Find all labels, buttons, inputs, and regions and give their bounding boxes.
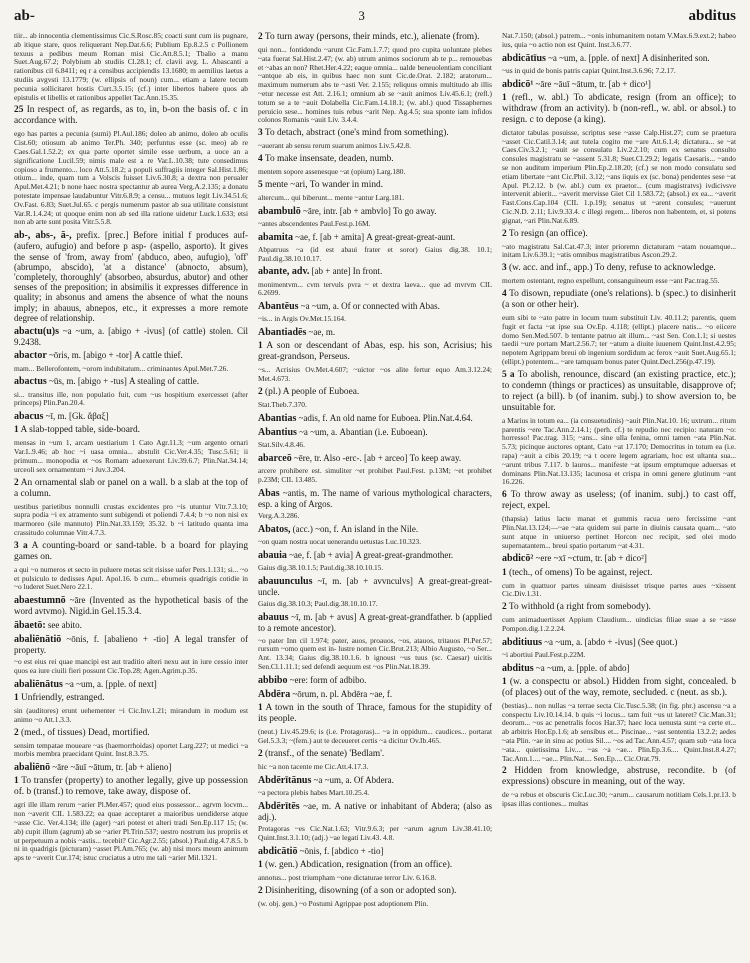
dictionary-entry [258, 232, 492, 243]
sense-number: 2 [258, 32, 263, 42]
sense-definition: To make insensate, deaden, numb. [264, 153, 394, 164]
sense-number: 5 a [502, 369, 515, 380]
grammar-note: ~a ~um, a. [abdo + -ivus] [544, 636, 636, 647]
headword: abauunculus [258, 575, 313, 587]
sense [14, 776, 248, 798]
citation: ~auerant ab sensu rerum suarum animos Liv.5.42.8. [258, 141, 411, 151]
dictionary-entry [258, 301, 492, 312]
sense-definition: A son or descendant of Abas, esp. his son, Acrisius; his great-grandson, Perseus. [258, 341, 492, 363]
sense-definition: To resign (an office). [508, 228, 588, 239]
dictionary-entry [14, 411, 248, 422]
citation: mensas in ~um 1, arcam uestiarium 1 Cato Agr.11.3; ~um argento ornari Var.L.9.46; ab hoc ~i uasa omnia... abstulit Cic.Ver.4.35; Tusc.5.61; ii primum... monopodia et ~os Romam aduexerunt Liv.39.6.7; Plin.Nat.34.14; urceoli sex ornamentum ~i Juv.3.204. [14, 438, 248, 474]
grammar-note: (acc.) ~on, f. [292, 523, 339, 534]
citation: ~o pater Inn cil 1.974; pater, auos, proauos, ~os, atauos, tritauos Pl.Per.57; rursum ~omo quem est in- lustre nomen Cic.Brut.213; Albio Augusto, ~o Ser... Ant. 13.34; Gaius dig.38.10.1.6. b ignoust ~us tuus (sc. Caesar) uicitis Sen.Cl.1.11.1; sed defendi aequum est ~os Plin.Nat.18.39. [258, 635, 492, 671]
headword: abditus [502, 662, 534, 674]
citation: Nat.7.150; (absol.) patrem... ~onis inhumanitem notam V.Max.6.9.ext.2; habeo ius, quia ~o actio non est Quint. Inst.3.6.77. [502, 32, 736, 49]
sense [502, 229, 736, 240]
definition: An old name for Euboea. Plin.Nat.4.64. [329, 412, 473, 423]
definition: (of cattle) stolen. Cil 9.2438. [14, 325, 248, 348]
dictionary-entry [14, 230, 248, 323]
grammar-note: ~ōrum, n. pl. Abdēra ~ae, f. [292, 688, 393, 699]
citation: si... transitus ille, non populatio fuit, cum ~us hospitium exercesset (after princeps) Plin.Pan.20.4. [14, 389, 248, 408]
sense-definition: (refl., w. abl.) To abdicate, resign (from an office); to withdraw (from an activity). b (non-refl., w. abl. or absol.) to resign. c to depose (a king). [502, 92, 736, 125]
grammar-note: ~ēre, tr. Also -erc-. [ab + arceo] [293, 452, 408, 463]
headword: abactu(u)s [14, 325, 60, 337]
sense-number: 2 [258, 386, 263, 397]
dictionary-entry [14, 595, 248, 616]
grammar-note: ~a ~um, a. [300, 301, 339, 312]
running-header [14, 8, 736, 30]
sense-definition: Hidden from knowledge, abstruse, recondite. b (of expressions) obscure in meaning, out of the way. [502, 766, 736, 788]
sense [14, 693, 248, 704]
citation: (bestias)... non nullas ~a terrae secta Cic.Tusc.5.38; (in fig. phr.) ascensu ~a a conspectu Liv.10.14.14. b quis ~i locus... tam fuit ~us ut lateret? Cic.Man.31; deorum... ~os ac penetralis focos Har.37; haec loca uenusta sunt ~a certe et... ab arbitris Hor.Ep.1.6; ab sensibus et... Piscinae... ~ast sententia 13.2.2; aedes ~ata Plin. ~ae in sinu ac potius Sil.... ~os ad Tac.Ann.4.57; quam sub ~ata loca ~ata... quietissima Liv.... ~as ~a ~ae... Plin.Ep.3.6.... Quint.Inst.8.4.27; Tac.Ann.1.... ~ae... Plin.Nat.... Sen.Ep.... Cic.Orat.79. [502, 700, 736, 763]
grammar-note: ~ōris, m. [abigo + -tor] [48, 350, 132, 361]
sense-definition: (w. gen.) Abdication, resignation (from an office). [265, 859, 453, 870]
sense-definition: A slab-topped table, side-board. [20, 425, 141, 436]
sense-number: 1 [14, 776, 19, 787]
sense-definition: A counting-board or sand-table. b a board for playing games on. [14, 540, 248, 562]
grammar-note: ~ī, m. [ab + avvnculvs] [317, 575, 413, 586]
citation: uestibus parietibus nonnulli crustas excidentes pro ~is utuntur Vitr.7.3.10; supra podia ~i ex atramento sunt subigendi et poliendi 7.4.4; b ~o non nisi ex marmoreo (sile mannuto) Plin.Nat.33.159; 35.32. b ~i latitudo quanta ima crassitudo columnae Vitr.4.7.3. [14, 501, 248, 537]
citation: sin (auditores) erunt uehementer ~i Cic.Inv.1.21; mirandum in modum est animo ~o Att.1.3.3. [14, 705, 248, 724]
grammar-note: ~ae, f. [ab + avia] [289, 549, 353, 560]
sense-number: 2 [502, 602, 507, 613]
dictionary-entry [258, 488, 492, 509]
definition: (See quot.) [637, 636, 678, 647]
page-number: 3 [358, 8, 365, 23]
citation: Stat.Silv.4.8.46. [258, 440, 305, 450]
headword: abarceō [258, 452, 292, 464]
citation: agri ille illam rerum ~arier Pl.Mer.457; quod eius possessor... agrvm locvm... non ~averit CIL 1.583.22; ea quae acceptaret a maioribus uendiderse atque ~asse Cic. Ver.4.134; ille (ager) ~ari potest et alteri tradi Sen.Ep.117 15; (w. ab) cupit illum (agrum) ab se ~arier Pl.Trin.537; uestro nostrum ius propriis et ut perpetuum a nobis ~astis... tecebit? Cic.Agr.2.55; (absol.) Paul.dig.4.7.8.5. b ni in quadrigis (picturam) ~asset Pl.Am.765; (w. ab) nisi mors meum animum aps te ~averit Cur.174; istuc cruciatus a utro me tali ~arier Mil.1321. [14, 800, 248, 863]
sense [258, 180, 492, 191]
definition: A great-great-grandfather. b (applied to a remote ancestor). [258, 612, 492, 634]
citation: ~on quam nostra uocat uenerandu uetustas Luc.10.323. [258, 537, 422, 547]
column-2 [258, 32, 492, 962]
sense-definition: To disown, repudiate (one's relations). b (spec.) to disinherit (a son or other heir). [502, 288, 736, 310]
citation: sensim tempatae moueare ~as (haemorrhoidas) oportet Larg.227; ut medici ~a morbis membra praecidant Quint. Inst.8.3.75. [14, 740, 248, 759]
headword: abdicātīus [502, 52, 546, 64]
headword: Abdērītānus [258, 774, 312, 786]
sense-number: 4 [502, 288, 507, 299]
citation: altercum... qui biberunt... mente ~antur Larg.181. [258, 192, 405, 202]
headword: Abantēus [258, 301, 299, 313]
sense-number: 3 a [14, 540, 28, 551]
definition: Abantian (i.e. Euboean). [339, 426, 428, 437]
grammar-note: ~adis, f. [298, 412, 328, 423]
sense-definition: To turn away (persons, their minds, etc.), alienate (from). [264, 32, 480, 42]
citation: ~is... in Argis Ov.Met.15.164. [258, 314, 346, 324]
grammar-note: ~āre [69, 595, 86, 606]
dictionary-entry [258, 427, 492, 438]
dictionary-entry [258, 206, 492, 217]
dictionary-entry [258, 413, 492, 424]
definition: A disinherited son. [641, 52, 710, 63]
dictionary-entry [258, 453, 492, 464]
grammar-note: ~ae, m. [308, 327, 336, 338]
sense-number: 2 [502, 228, 507, 239]
dictionary-entry [14, 634, 248, 655]
dictionary-entry [258, 775, 492, 786]
sense-definition: To abolish, renounce, discard (an existing practice, etc.); to condemn (things or practices) as unsuitable, disapprove of; to reject (a bill). b (of inanim. subj.) to show aversion to, be unsuitable for. [502, 369, 736, 413]
headword: abditiuus [502, 636, 543, 648]
dictionary-entry [258, 801, 492, 822]
sense-number: 25 [14, 105, 24, 116]
headword: abambulō [258, 205, 301, 217]
headword: Abas [258, 487, 280, 499]
definition: (Invented as the hypothetical basis of the word avtvmo). Nigid.in Gel.15.3.4. [14, 595, 248, 617]
citation: (w. obj. gen.) ~o Postumi Agrippae post adoptionem Plin. [258, 898, 429, 908]
definition: To keep away. [409, 452, 462, 463]
citation: Abpatruus ~a (id est abaui frater et soror) Gaius dig.38. 10.1; Paul.dig.38.10.10.17. [258, 244, 492, 263]
headword: abacus [14, 411, 44, 423]
definition: A great-great-great-uncle. [258, 575, 492, 598]
grammar-note: ~āre, intr. [ab + ambvlo] [302, 205, 391, 216]
citation: ~i abortiui Paul.Fest.p.22M. [502, 649, 586, 659]
sense-definition: mente ~ari, To wander in mind. [265, 179, 384, 190]
sense-definition: Disinheriting, disowning (of a son or adopted son). [265, 885, 457, 896]
headword: abdicō¹ [502, 78, 534, 90]
dictionary-entry [258, 675, 492, 686]
headword: Abantias [258, 412, 297, 424]
grammar-note: prefix. [prec.] [76, 230, 129, 241]
grammar-note: ~ae, f. [ab + amita] [295, 231, 365, 242]
citation: annotus... post triumpham ~one dictaturae terror Liv. 6.16.8. [258, 872, 437, 882]
sense [502, 490, 736, 512]
citation: ~antes abscendentes Paul.Fest.p.16M. [258, 218, 371, 228]
sense-number: 1 [14, 692, 19, 703]
left-guide-word: ab- [14, 8, 35, 24]
sense-number: 2 [258, 748, 263, 759]
headword: abaestumnō [14, 595, 66, 607]
citation: (neut.) Liv.45.29.6; is (i.e. Protagoras)... ~a in oppidum... caudices... portarat Gel.5.3.3; ~(fem.) aut te deceueret certis ~a dicitur Ov.Ib.465. [258, 727, 492, 745]
headword: abactor [14, 350, 47, 362]
citation: hic ~a non tacente me Cic.Att.4.17.3. [258, 761, 369, 771]
sense [502, 263, 736, 274]
headword: abdicō² [502, 553, 534, 565]
grammar-note: ~ūs, m. [abigo + -tus] [48, 376, 127, 387]
dictionary-entry [14, 762, 248, 773]
citation: mentem sopore assenesque ~at (opium) Larg.180. [258, 166, 406, 176]
citation: eum sibi te ~ato patre in locum tuum substituit Liv. 40.11.2; parentis, quem fugit et facta ~at ipse sua Ov.Ep. 4.118; (ellipt.) placere natis... ~o eiicere domo Sen.Med.507. b tentante patruo ait illum... ~ast Sen. Con.1.1; si uestes taedii ~ure portam Mart.2.56.7; ter ~atum a diuite iuuenem Quint.Inst.4.2.95; nepotem Agrippam breui ob ingenium sordidum ac ferox ~auit Suet.Aug.65.1; (ellipt.) potentem... ~are tamquam bonus pater Quint.Decl.256(p.47.19). [502, 312, 736, 366]
sense-number: 4 [258, 153, 263, 164]
citation: ~us in quid de bonis patris capiat Quint.Inst.3.6.96; 7.2.17. [502, 65, 676, 75]
headword: ābaetō: [14, 619, 46, 631]
headword: abdicātiō [258, 845, 298, 857]
grammar-note: ~ae, m. [303, 800, 332, 811]
definition: Of Abdera. [353, 774, 394, 785]
citation: de ~a rebus et obscuris Cic.Luc.30; ~arum... causarum notitiam Cels.1.pr.13. b ipsas illas contiones... multas [502, 790, 736, 809]
grammar-note: ~a ~um, a. [299, 426, 338, 437]
headword: abbibo [258, 674, 288, 686]
citation: tiir... ab innocentia clementissimus Cic.S.Rosc.85; coacti sunt cum iis pugnare, ab itique starе, quos reliquerant Nep.Dat.6.6; Publium Ep.8.2.5 c Pollionem texuus a pedibus meum Roman misi Cic.Att.8.5.1; Tbalio a manu Suet.Aug.67.2; Polybium ab studiis Cl.28.1; cf. clavii avg. L. Abascanti a rationibus cil 6.8411; eq r a censibus accipiendis 13.1680; m aemilius laetus a studiis avgvsti 13.1779; (w. ellipsis of noun) cum... etiam a latere tecum pecunia sollicitaret hostis Curt.3.5.15; (cf.) inter libertos habere quos ab epistulis et libellis et rationibus appellet Tac.Ann.15.35. [14, 32, 248, 102]
citation: ~a pectora plebis habes Mart.10.25.4. [258, 787, 370, 797]
sense-definition: (transf., of the senate) 'Bedlam'. [265, 748, 385, 759]
sense-definition: To throw away as useless; (of inanim. subj.) to cast off, reject, expel. [502, 490, 736, 512]
headword: Abatos, [258, 523, 291, 535]
dictionary-entry [502, 53, 736, 64]
sense [502, 370, 736, 414]
sense-number: 2 [258, 885, 263, 896]
sense [258, 749, 492, 760]
citation: cum in quattuor partes uineam diuisisset trisque partes aues ~xissent Cic.Div.1.31. [502, 580, 736, 599]
dictionary-entry [14, 326, 248, 347]
headword: Abantius [258, 426, 297, 438]
dictionary-entry [14, 350, 248, 361]
dictionary-entry [258, 266, 492, 277]
sense [14, 728, 248, 739]
definition: The name of various mythological characters, esp. a king of Argos. [258, 487, 492, 509]
sense-number: 2 [502, 766, 507, 777]
sense-number: 1 [258, 341, 263, 352]
sense-number: 3 [258, 128, 263, 139]
grammar-note: ~a ~um, a. [abigo + -ivus] [62, 325, 165, 336]
definition: Before initial f produces auf- (aufero, aufugio) and before p asp- (aspello, asporto). It gives the sense of 'from, away from' (abduco, abeo, aufugio), 'off' (abrumpo, abscido), 'at a distance' (abnocto, absum), 'completely, thoroughly' (absorbeo, absurdus, abutor) and other senses of the preposition; in absimilis it expresses difference in quality; in absonus and amens the absence of what the nouns imply; in abauus, abnepos, etc., it expresses a more remote degree of relationship. [14, 230, 248, 323]
citation: monimentvm... cvm tervuls pvra ~ et dextra laeva... que ad mvrvm CIL 6.2699. [258, 279, 492, 298]
grammar-note: ~ī, m. [Gk. ἄβαξ] [45, 411, 109, 422]
grammar-note: ~āre ~āuī ~ātum, tr. [ab + dico¹] [535, 78, 651, 89]
grammar-note: ~a ~um, a. [pple. of abdo] [535, 662, 630, 673]
headword: ab-, abs-, ā-, [14, 230, 72, 242]
sense-definition: To transfer (property) to another legally, give up possession of. b (transf.) to remove, take away, dispose of. [14, 776, 248, 798]
sense-definition: (w. acc. and inf., app.) To deny, refuse to acknowledge. [509, 263, 716, 274]
citation: arcere prohibere est. simuliter ~et prohibet Paul.Fest. p.13M; ~et prohibet p.23M; CIL 13.485. [258, 466, 492, 484]
citation: (thapsia) latius lacte manat et gummis racua uero fercissime ~ant Plin.Nat.13.124;—~ae ~ata quidem sui parte in diuinis causata quam... ~ato sunt atque in uniuerso pertinet Horcon nec recipit, sed olei modo supernatantem... breui spatio portarum ~at 4.31. [502, 514, 736, 550]
columns [14, 32, 736, 962]
sense [502, 289, 736, 311]
sense-number: 2 [14, 477, 19, 488]
headword: Abdērītēs [258, 800, 300, 812]
citation: ~s... Acrisius Ov.Met.4.607; ~uictor ~os alite fertur equo Am.3.12.24; Met.4.673. [258, 365, 492, 384]
definition: see abito. [47, 619, 82, 630]
grammar-note: ~a ~um, a. [pple. of next] [65, 678, 157, 689]
sense-number: 1 [258, 859, 263, 870]
citation: mam... Bellerofontem, ~orom indubitatum... criminantes Apul.Met.7.26. [14, 363, 229, 373]
dictionary-entry [258, 524, 492, 535]
sense [502, 602, 736, 613]
grammar-note: [ab + ante] [311, 266, 351, 277]
citation: Gaius dig.38.10.3; Paul.dig.38.10.10.17. [258, 599, 378, 609]
sense-definition: To withhold (a right from somebody). [508, 602, 651, 613]
definition: To go away. [393, 205, 437, 216]
citation: qui non... fontidendo ~arunt Cic.Fam.1.7.7; quod pro cupita uoluntate plebes ~ata fuerat Sal.Hist.2.47; (w. ab) utrum animos sociorum ab te p... remouebas et ~abas an non? Rhet.Her.4.22; eaque omnia... ualde beneuolentiam conciliant ~antque ab eis, in quibus haec non sunt Cic.de.Orat. 2.182; aratorum... maximum numerum abs te ~asti Ver. 2.155; reliquus omnis multitudo ab illis ~etur necesse est Att. 2.16.1; omnium ab se ~auit animos Liv.45.6.1; (refl.) totum se a te ~auit Dolabella Cic.Fam.14.18.1; (w. abl.) quod Tissaphernes peruicio sese... homines tuis rebus ~arit Nep. Ag.4.5; sua sponte iam infidos colonos Romanis ~auit Liv. 3.4.4. [258, 45, 492, 125]
sense-number: 6 [502, 490, 507, 501]
headword: abaliēnō [14, 762, 51, 774]
definition: A great-great-grandmother. [355, 549, 454, 560]
sense [14, 478, 248, 500]
sense-number: 1 [14, 425, 19, 436]
dictionary-entry [502, 553, 736, 564]
column-3 [502, 32, 736, 962]
sense [14, 105, 248, 127]
sense [502, 677, 736, 699]
definition: form of adbibo. [310, 674, 367, 685]
dictionary-entry [502, 637, 736, 648]
dictionary-entry [258, 576, 492, 597]
grammar-note: ~ere ~xī ~ctum, tr. [ab + dico²] [535, 553, 647, 564]
grammar-note: ~ōnis, f. [abdico + -tio] [299, 845, 384, 856]
grammar-note: ~ī, m. [ab + avus] [291, 612, 357, 623]
dictionary-entry [14, 679, 248, 690]
sense-definition: A town in the south of Thrace, famous for the stupidity of its people. [258, 703, 492, 725]
headword: Abdēra [258, 688, 291, 700]
dictionary-entry [502, 663, 736, 674]
sense [258, 341, 492, 363]
definition: A native or inhabitant of Abdera; (also as adj.). [258, 800, 492, 822]
sense-definition: In respect of, as regards, as to, in, b-on the basis of. c in accordance with. [14, 105, 248, 127]
citation: Gaius dig.38.10.1.5; Paul.dig.38.10.10.15. [258, 563, 384, 573]
grammar-note: ~a ~um, a. [313, 774, 352, 785]
dictionary-entry [258, 612, 492, 633]
dictionary-entry [14, 376, 248, 387]
sense [258, 128, 492, 139]
dictionary-entry [258, 550, 492, 561]
sense [502, 93, 736, 126]
definition: A legal transfer of property. [14, 633, 248, 655]
sense-definition: To detach, abstract (one's mind from something). [264, 128, 449, 139]
sense-definition: An ornamental slab or panel on a wall. b a slab at the top of a column. [14, 477, 248, 499]
citation: ego has partes a pecunia (sumi) Pl.Aul.186; doleo ab animo, doleo ab oculis Cist.60; otiosum ab animo Ter.Ph. 340; perfuntus esse (sc. meo) ab re Caes.Gal.1.52.2; ex qua parte oportet simile esse uerbum, a uoce an a significatione Lucil.59; nimis male est a re Var.L.10.38; tute consedimus copioso a frumento... loco Att.5.18.2; a populi suffragiis integer Sal.Hist.1.86; otium... inde, quam tum a Volscis fuisset Liv.6.30.8; a dextra non perualer Apul.Met.4.21; b none haec nostra spectantur ab aurea Verg.A.2.135; a donatu potestate impensae laudabuntur Vitr.6.8.9; a censu... mutuos legit Liv.34.51.6; Ov.Fast. 6.83; Suet.Jul.65. c pergis numerum pastor ab sua utilitate consistunt Var.R.1.4.24; ut quoque enim non ab sed illa ratione uidetur Luck.1.633; etsi non ab arte sunt posita Vitr.5.5.8. [14, 129, 248, 227]
headword: Abantiadēs [258, 327, 307, 339]
citation: dictator tabulas posuisse, scriptus sese ~asse Calp.Hist.27; cum se praetura ~asset Cic.Catil.3.14; aut tutela cogito me ~are Att.6.1.4; dictatura... se ~at Caes.Civ.3.2.1; ~auit se consulatu Liv.2.2.10; cum ex senatus consulto consules magistratu se ~assent 5.31.8; Suet.Cl.29.2; legatis Caesaris... ~ando se non auditum imperium Plin.Ep.2.18.20; (cf.) se non modo consulatu sed etiam libertate ~ant Cic.Phil. 3.12; ~ans iiquis ex (sc. bona) pendentes sese ~at Apul. Pl.2.12. b (w. abl.) cum ex praetor... (cum magistratvs) ivdicivsve intervenit abierit... ~averit mervisse Giet Cil 1.583.72; (absol.) ex ea... ~averit Fast.Cons.Cap.104 (CIL 1.p.19); senatus ut ~arent consules; ~auerunt Cic.N.D. 2.11; Liv.9.33.4. c illegi regem... liberos non habentem, et, si potens gignat, ~ari Plin.Nat.6.89. [502, 127, 736, 225]
sense [258, 32, 492, 43]
column-1 [14, 32, 248, 962]
dictionary-entry [14, 620, 248, 631]
right-guide-word: abditus [688, 8, 736, 24]
headword: abaliēnātiō [14, 633, 62, 645]
grammar-note: ~āre ~āuī ~ātum, tr. [ab + alieno] [52, 762, 172, 773]
sense [502, 766, 736, 788]
grammar-note: ~ōnis, f. [abalieno + -tio] [66, 633, 169, 644]
definition: A stealing of cattle. [129, 376, 200, 387]
definition: In front. [352, 266, 383, 277]
grammar-note: ~antis, m. [282, 487, 320, 498]
sense-definition: (pl.) A people of Euboea. [265, 386, 360, 397]
sense-number: 5 [258, 179, 263, 190]
sense [258, 860, 492, 871]
sense [14, 541, 248, 563]
sense [258, 154, 492, 165]
sense [258, 387, 492, 398]
sense-definition: Unfriendly, estranged. [21, 692, 105, 703]
sense-number: 1 [502, 676, 507, 687]
citation: mortem ostentant, regno expellunt, consanguineum esse ~ant Pac.trag.55. [502, 276, 720, 286]
definition: An island in the Nile. [340, 523, 419, 534]
dictionary-entry [258, 327, 492, 338]
citation: cum animaduertisset Appium Claudium... uindicias filiae suae a se ~asse Pompon.dig.1.2.2.24. [502, 615, 736, 633]
dictionary-entry [502, 79, 736, 90]
definition: A great-great-great-aunt. [366, 231, 456, 242]
citation: ~ato magistratu Sal.Cat.47.3; inter prioremn dictaturam ~atam nouamque... initam Liv.6.39.1; ~atis omnibus magistratibus Ascon.29.2. [502, 241, 736, 260]
headword: abauia [258, 549, 287, 561]
sense-number: 3 [502, 263, 507, 274]
grammar-note: ~a ~um, a. [pple. of next] [548, 52, 640, 63]
sense [258, 886, 492, 897]
sense [258, 703, 492, 725]
sense-number: 1 [502, 92, 507, 103]
headword: abaliēnātus [14, 678, 63, 690]
citation: ~o est eius rei quae mancipi est aut traditio alteri nexu aut in iure cessio inter quos ea iure ciuili fieri possunt Cic.Top.28; Agen.Agrim.p.35. [14, 657, 248, 675]
sense [14, 425, 248, 436]
citation: a qui ~o numeros et secto in puluere metas scit risisse uafer Pers.1.131; si... ~o et pulsiculo te dedisses Apul. Apol.16. b cum... eburneis quadrigis cotidie in ~o luderet Suet.Nero 22.1. [14, 564, 248, 592]
dictionary-entry [258, 689, 492, 700]
sense-definition: (w. a conspectu or absol.) Hidden from sight, concealed. b (of places) out of the way, remote, secluded. c (neut. as sb.). [502, 676, 736, 698]
sense-definition: (tech., of omens) To be against, reject. [509, 567, 653, 578]
headword: abauus [258, 612, 289, 624]
sense-number: 1 [258, 703, 263, 714]
headword: abante, adv. [258, 266, 310, 278]
citation: Stat.Theb.7.370. [258, 399, 307, 409]
sense-number: 1 [502, 567, 507, 578]
sense [502, 568, 736, 579]
headword: abactus [14, 376, 47, 388]
definition: A cattle thief. [134, 350, 183, 361]
grammar-note: ~ere: [289, 674, 308, 685]
sense-number: 2 [14, 727, 19, 738]
citation: Verg.A.3.286. [258, 511, 300, 521]
definition: Of or connected with Abas. [341, 301, 440, 312]
citation: Protagoras ~es Cic.Nat.1.63; Vitr.9.6.3; per ~arum agrum Liv.38.41.10; Quint.Inst.3.1.10; (adj.) ~ae legati Liv.43. 4.8. [258, 823, 492, 842]
headword: abamita [258, 231, 293, 243]
sense-definition: (med., of tissues) Dead, mortified. [21, 727, 150, 738]
citation: a Marius in totum ea... (ia consuetudinis) ~auit Plin.Nat.10. 16; uxtrum... ritum parentis ~ere Tac.Ann.2.14.1; (perh. cf.) te repudio nec recipio: naturam ~o: horresso! Pac.trag. 315; ~ans... sine ulla fenina, omni tamen ~ata Plin.Nat. 5.73; picinque auctores optant, Cato ~at 17.170; Democritus in totum ea (i.e. rapa) ~auit a cibis 20.19; ~a t ocere legem agrariam, hoc est ultanta sua... ~arunt tribus 7.117. b lauros... manifeste ~at ipsum emptumque aduersas et dominans Plin.Nat.13.135; lacunosa et crispa in omni genere glutinum ~ant 16.226. [502, 415, 736, 487]
dictionary-entry [258, 846, 492, 857]
